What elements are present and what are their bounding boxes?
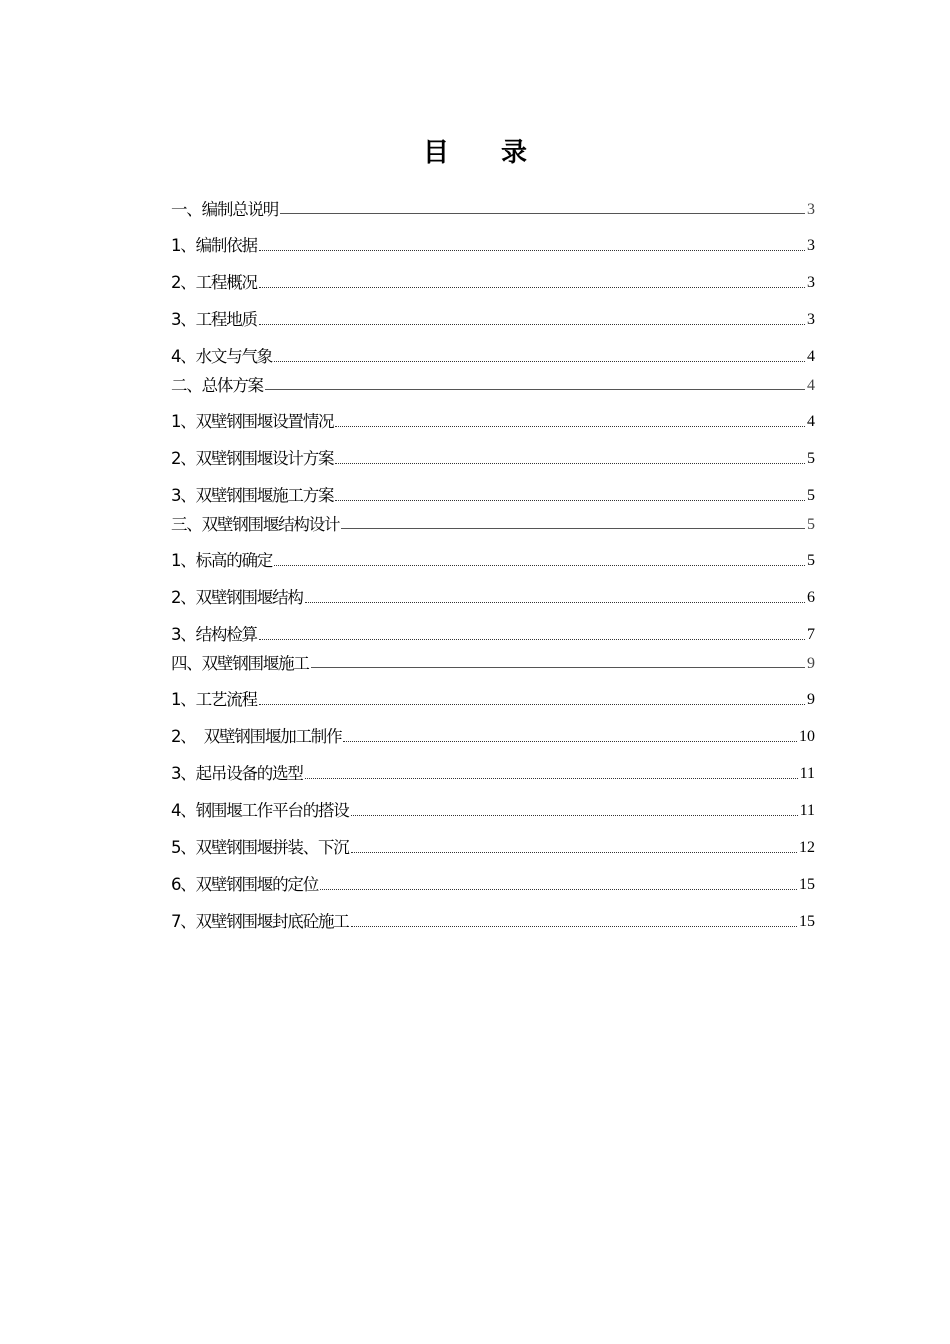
- toc-leader-dots: [335, 463, 805, 464]
- toc-entry[interactable]: [171, 410, 815, 432]
- toc-leader-dots: [259, 250, 805, 251]
- toc-entry[interactable]: [171, 623, 815, 645]
- toc-entry[interactable]: [171, 234, 815, 256]
- toc-entry-label: 6、双壁钢围堰的定位: [171, 875, 318, 894]
- toc-page-number: 11: [799, 802, 815, 819]
- toc-entry-label: 3、双壁钢围堰施工方案: [171, 486, 334, 505]
- toc-entry-label: 二、总体方案: [171, 376, 263, 395]
- toc-entry[interactable]: [171, 762, 815, 784]
- toc-leader-dots: [343, 741, 797, 742]
- toc-entry-label: 3、工程地质: [171, 310, 257, 329]
- toc-entry-label: 2、工程概况: [171, 273, 257, 292]
- toc-entry-label: 一、编制总说明: [171, 200, 279, 219]
- toc-leader-dots: [351, 926, 797, 927]
- title-char-1: 目: [422, 138, 449, 168]
- toc-leader-dots: [274, 361, 805, 362]
- toc-page-number: 5: [807, 450, 815, 467]
- toc-page-number: 3: [807, 237, 815, 254]
- toc-page-number: 12: [799, 839, 815, 856]
- toc-entry-label: 1、双壁钢围堰设置情况: [171, 412, 334, 431]
- toc-page-number: 5: [807, 487, 815, 504]
- toc-entry-label: 4、水文与气象: [171, 347, 273, 366]
- toc-title: [0, 132, 950, 169]
- toc-entry[interactable]: [171, 271, 815, 293]
- toc-entry[interactable]: [171, 484, 815, 506]
- toc-page-number: 4: [807, 348, 815, 365]
- toc-leader-dots: [335, 500, 805, 501]
- toc-entry-label: 3、结构检算: [171, 625, 257, 644]
- toc-entry[interactable]: [171, 345, 815, 367]
- toc-leader-dots: [259, 287, 805, 288]
- toc-entry-label: 3、起吊设备的选型: [171, 764, 303, 783]
- toc-page-number: 5: [807, 552, 815, 569]
- toc-leader-dots: [259, 639, 805, 640]
- toc-entry-label: 1、标高的确定: [171, 551, 273, 570]
- toc-entry-label: 1、编制依据: [171, 236, 257, 255]
- toc-page-number: 3: [807, 311, 815, 328]
- toc-page-number: 3: [807, 201, 815, 218]
- toc-page-number: 4: [807, 413, 815, 430]
- toc-entry[interactable]: [171, 308, 815, 330]
- toc-page-number: 11: [799, 765, 815, 782]
- toc-leader-dots: [265, 389, 805, 390]
- toc-section-entry[interactable]: [171, 513, 815, 535]
- toc-entry[interactable]: [171, 799, 815, 821]
- title-char-2: 录: [501, 138, 528, 168]
- toc-page-number: 5: [807, 516, 815, 533]
- toc-entry-label: 1、工艺流程: [171, 690, 257, 709]
- toc-section-entry[interactable]: [171, 374, 815, 396]
- toc-entry[interactable]: [171, 873, 815, 895]
- toc-page-number: 6: [807, 589, 815, 606]
- toc-leader-dots: [280, 213, 805, 214]
- toc-leader-dots: [341, 528, 805, 529]
- toc-entry-label: 7、双壁钢围堰封底砼施工: [171, 912, 349, 931]
- toc-page-number: 7: [807, 626, 815, 643]
- toc-page-number: 9: [807, 691, 815, 708]
- toc-entry[interactable]: [171, 447, 815, 469]
- toc-entry[interactable]: [171, 549, 815, 571]
- toc-leader-dots: [311, 667, 805, 668]
- toc-entry-label: 2、双壁钢围堰结构: [171, 588, 303, 607]
- toc-entry-label: 2、双壁钢围堰设计方案: [171, 449, 334, 468]
- toc-entry-label: 5、双壁钢围堰拼装、下沉: [171, 838, 349, 857]
- toc-page-number: 4: [807, 377, 815, 394]
- toc-leader-dots: [320, 889, 797, 890]
- toc-entry[interactable]: [171, 586, 815, 608]
- toc-leader-dots: [259, 704, 805, 705]
- toc-entry-label: 四、双壁钢围堰施工: [171, 654, 309, 673]
- toc-leader-dots: [305, 778, 798, 779]
- toc-page-number: 15: [799, 876, 815, 893]
- toc-section-entry[interactable]: [171, 198, 815, 220]
- toc-entry-label: 2、 双壁钢围堰加工制作: [171, 727, 342, 746]
- toc-leader-dots: [259, 324, 805, 325]
- toc-leader-dots: [335, 426, 805, 427]
- toc-entry[interactable]: [171, 910, 815, 932]
- toc-leader-dots: [351, 815, 798, 816]
- toc-entry[interactable]: [171, 836, 815, 858]
- toc-page-number: 10: [799, 728, 815, 745]
- toc-entry[interactable]: [171, 725, 815, 747]
- toc-leader-dots: [305, 602, 805, 603]
- toc-page-number: 9: [807, 655, 815, 672]
- toc-leader-dots: [351, 852, 797, 853]
- toc-entry[interactable]: [171, 688, 815, 710]
- toc-page-number: 3: [807, 274, 815, 291]
- toc-page-number: 15: [799, 913, 815, 930]
- toc-entry-label: 三、双壁钢围堰结构设计: [171, 515, 340, 534]
- toc-leader-dots: [274, 565, 805, 566]
- toc-section-entry[interactable]: [171, 652, 815, 674]
- toc-entry-label: 4、钢围堰工作平台的搭设: [171, 801, 349, 820]
